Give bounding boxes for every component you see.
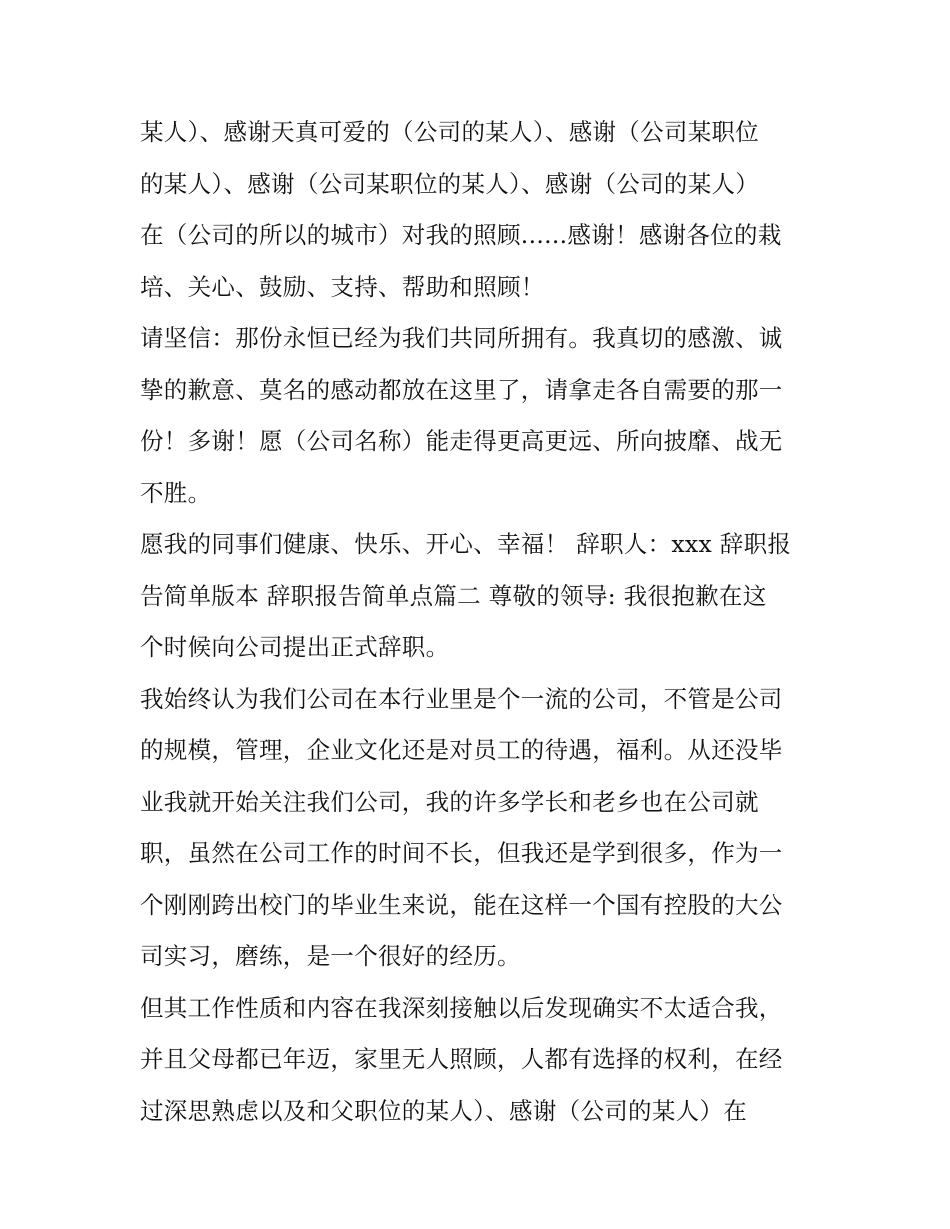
- text-line: 我始终认为我们公司在本行业里是个一流的公司，不管是公司: [140, 684, 783, 713]
- text-line: 挚的歉意、莫名的感动都放在这里了，请拿走各自需要的那一: [140, 375, 783, 404]
- text-line: 的规模，管理，企业文化还是对员工的待遇，福利。从还没毕: [140, 736, 783, 764]
- document-body: [140, 107, 820, 1137]
- text-line: 请坚信：那份永恒已经为我们共同所拥有。我真切的感激、诚: [140, 324, 783, 352]
- text-line: 个时候向公司提出正式辞职。: [140, 633, 450, 661]
- text-line: 但其工作性质和内容在我深刻接触以后发现确实不太适合我，: [140, 993, 783, 1022]
- text-line: 职，虽然在公司工作的时间不长，但我还是学到很多，作为一: [140, 839, 783, 867]
- text-line: 愿我的同事们健康、快乐、开心、幸福！ 辞职人：xxx 辞职报: [140, 530, 792, 558]
- text-line: 并且父母都已年迈，家里无人照顾，人都有选择的权利，在经: [140, 1045, 783, 1073]
- text-line: 告简单版本 辞职报告简单点篇二 尊敬的领导: 我很抱歉在这: [140, 581, 767, 610]
- text-line: 的某人）、感谢（公司某职位的某人）、感谢（公司的某人）: [140, 169, 760, 198]
- text-line: 司实习，磨练，是一个很好的经历。: [140, 942, 521, 970]
- text-line: 业我就开始关注我们公司，我的许多学长和老乡也在公司就: [140, 787, 759, 816]
- text-line: 某人）、感谢天真可爱的（公司的某人）、感谢（公司某职位: [140, 118, 760, 146]
- text-line: 份！多谢！愿（公司名称）能走得更高更远、所向披靡、战无: [140, 427, 783, 455]
- text-line: 过深思熟虑以及和父职位的某人）、感谢（公司的某人）在: [140, 1096, 748, 1125]
- text-line: 在（公司的所以的城市）对我的照顾......感谢！感谢各位的栽: [140, 221, 782, 249]
- text-line: 培、关心、鼓励、支持、帮助和照顾！: [140, 272, 545, 301]
- text-line: 不胜。: [140, 478, 212, 507]
- text-line: 个刚刚跨出校门的毕业生来说，能在这样一个国有控股的大公: [140, 890, 783, 919]
